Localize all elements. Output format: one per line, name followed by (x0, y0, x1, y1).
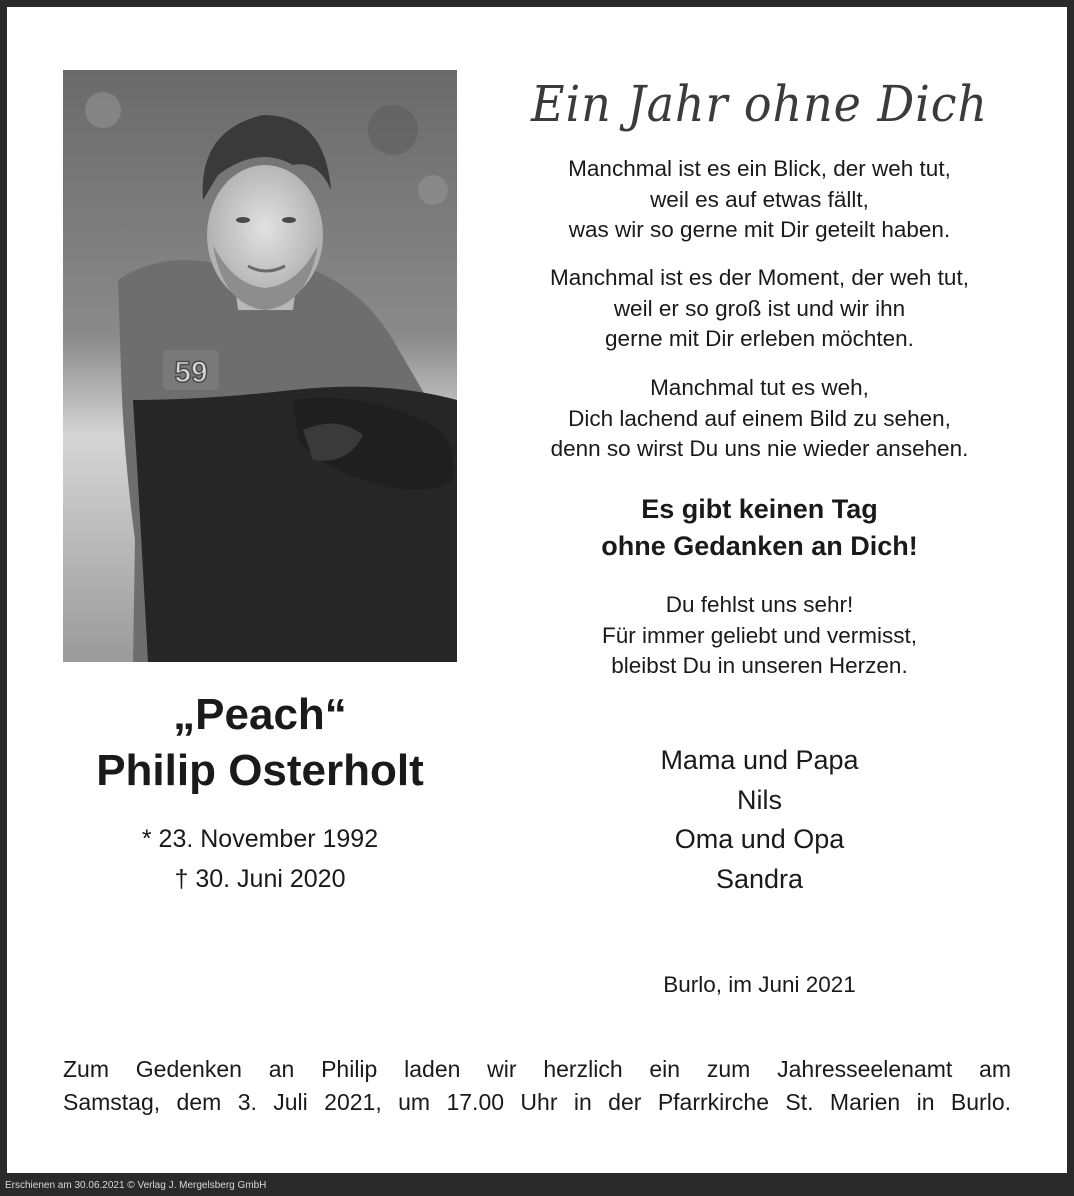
family-signatures (497, 741, 1022, 899)
headline-script: Ein Jahr ohne Dich (531, 75, 988, 133)
poem-line: weil er so groß ist und wir ihn (613, 295, 906, 321)
invitation-line: Zum Gedenken an Philip laden wir herzlich ein zum Jahresseelenamt am (63, 1056, 1011, 1082)
poem-line: was wir so gerne mit Dir geteilt haben. (568, 217, 951, 242)
poem-stanza-1 (497, 154, 1022, 246)
poem-stanza-2 (497, 263, 1022, 355)
poem-line: Manchmal tut es weh, (650, 375, 869, 400)
deceased-name: Philip Osterholt (96, 746, 424, 795)
emphasis-line: ohne Gedanken an Dich! (601, 531, 918, 561)
signature-line: Mama und Papa (660, 745, 859, 775)
death-date: † 30. Juni 2020 (174, 865, 346, 893)
poem-line: Manchmal ist es ein Blick, der weh tut, (568, 156, 951, 181)
invitation-line: Samstag, dem 3. Juli 2021, um 17.00 Uhr in der Pfarrkirche St. Marien in Burlo. (63, 1089, 1011, 1115)
poem-line: weil es auf etwas fällt, (650, 186, 869, 212)
emphasis-line: Es gibt keinen Tag (641, 494, 878, 524)
signature-line: Nils (737, 784, 782, 815)
publisher-credit: Erschienen am 30.06.2021 © Verlag J. Mergelsberg GmbH (5, 1180, 267, 1191)
poem-line: Dich lachend auf einem Bild zu sehen, (568, 405, 951, 431)
poem-line: denn so wirst Du uns nie wieder ansehen. (550, 436, 969, 461)
poem-stanza-3 (497, 373, 1022, 465)
closing-line: bleibst Du in unseren Herzen. (611, 653, 908, 678)
signature-line: Sandra (715, 863, 804, 894)
signature-line: Oma und Opa (674, 824, 845, 854)
closing-line: Du fehlst uns sehr! (665, 592, 854, 617)
deceased-nickname: „Peach“ (173, 690, 347, 739)
obituary-notice (7, 7, 1067, 1173)
closing-line: Für immer geliebt und vermisst, (601, 622, 918, 648)
closing-lines (497, 590, 1022, 682)
emphasis-message (497, 491, 1022, 565)
poem-line: gerne mit Dir erleben möchten. (605, 326, 914, 351)
poem-line: Manchmal ist es der Moment, der weh tut, (550, 265, 969, 290)
jersey-number-badge (163, 350, 219, 390)
place-and-date: Burlo, im Juni 2021 (663, 972, 856, 997)
memorial-invitation (63, 1053, 1011, 1119)
birth-date: * 23. November 1992 (141, 825, 379, 853)
jersey-number: 59 (174, 356, 208, 389)
portrait-photo (63, 70, 457, 662)
